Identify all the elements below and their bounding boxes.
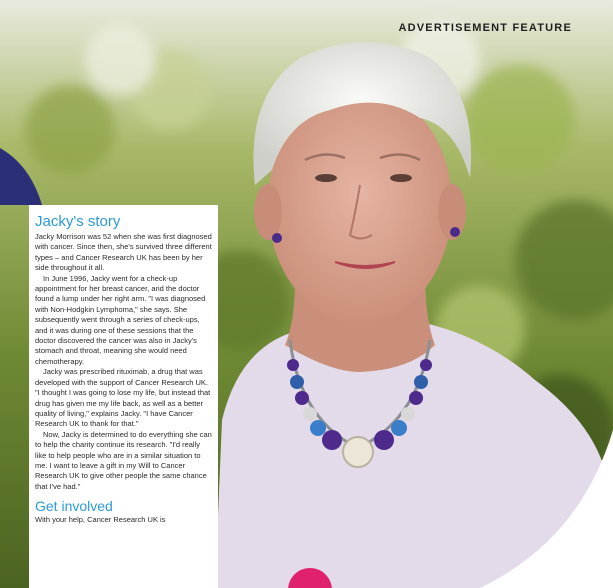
story-paragraph: In June 1996, Jacky went for a check-up appointment for her breast cancer, and the doctor found a lump under her right arm. "I was diagnosed with Non-Hodgkin Lymphoma," she says. She subsequently went through a series of check-ups, and it was during one of these sessions that the doctor discovered the cancer was also in Jacky's stomach and throat, meaning she would need chemotherapy.: [35, 273, 206, 366]
get-involved-body: [35, 515, 212, 525]
story-paragraph: Jacky Morrison was 52 when she was first diagnosed with cancer. Since then, she's survived three different types – and Cancer Research UK has been by her side throughout it all.: [35, 232, 212, 273]
story-paragraph: Jacky was prescribed rituximab, a drug that was developed with the support of Cancer Research UK. "I thought I was going to lose my life, but instead that drug has given me my life back, as well as a better quality of living," explains Jacky. "I have Cancer Research UK to thank for that.": [35, 367, 211, 429]
story-panel: [29, 205, 218, 588]
get-involved-title: Get involved: [35, 498, 113, 515]
advertisement-feature-label: ADVERTISEMENT FEATURE: [398, 22, 572, 34]
story-title: Jacky's story: [35, 213, 121, 230]
get-involved-paragraph: With your help, Cancer Research UK is: [35, 515, 166, 525]
story-body: [35, 232, 212, 492]
story-paragraph: Now, Jacky is determined to do everything she can to help the charity continue its research. "I'd really like to help people who are in a similar situation to me. I want to leave a gift in my Will to Cancer Research UK to give other people the same chance that I've had.": [35, 429, 212, 491]
